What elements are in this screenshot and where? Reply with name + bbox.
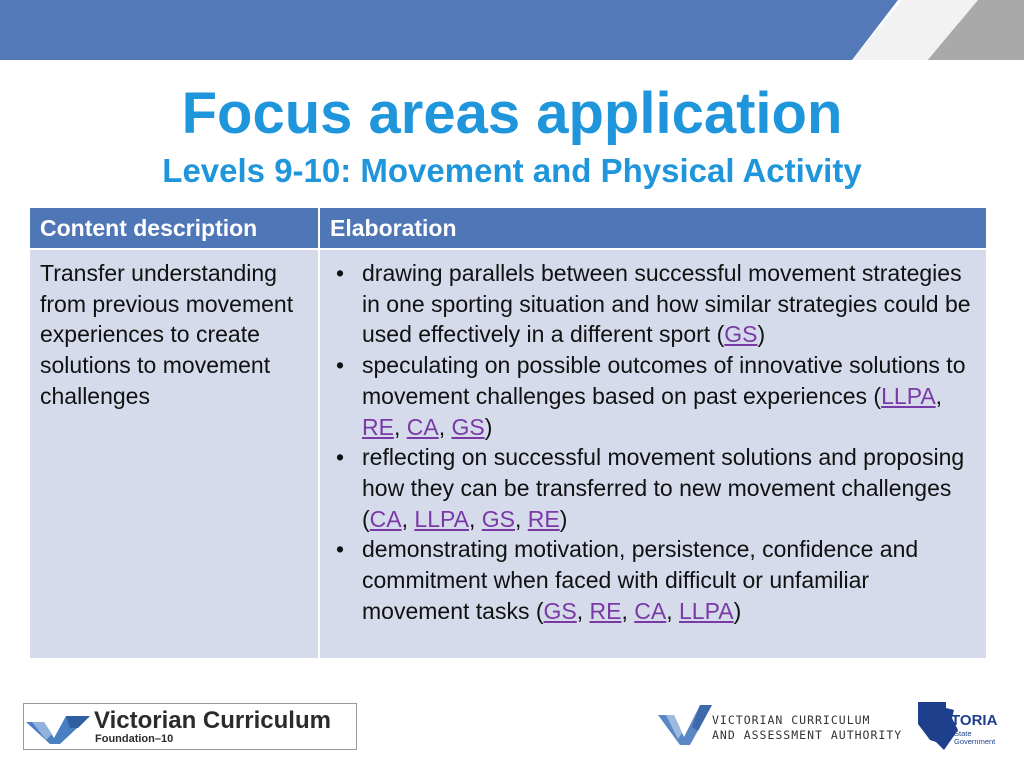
page-title: Focus areas application bbox=[181, 81, 843, 146]
list-item: • drawing parallels between successful movement strategies in one sporting situation and how similar strategies could be used effectively in a different sport (GS) bbox=[330, 258, 976, 350]
elaboration-text: speculating on possible outcomes of innovative solutions to movement challenges based on past experiences bbox=[362, 352, 966, 409]
checkmark-logo-icon bbox=[26, 708, 90, 744]
tag-link-gs[interactable]: GS bbox=[451, 413, 485, 440]
header-elaboration: Elaboration bbox=[319, 207, 987, 249]
bullet-icon: • bbox=[335, 444, 345, 471]
victoria-wordmark: VICTORIA bbox=[926, 712, 998, 729]
bullet-icon: • bbox=[335, 352, 345, 379]
list-item: • reflecting on successful movement solutions and proposing how they can be transferred to new movement challenges (CA, LLPA, GS, RE) bbox=[330, 442, 976, 534]
vcaa-logo-text bbox=[712, 713, 902, 743]
vc-logo-sub: Foundation–10 bbox=[95, 733, 174, 745]
tag-link-ca[interactable]: CA bbox=[634, 597, 667, 624]
tag-link-re[interactable]: RE bbox=[527, 505, 560, 532]
victoria-sub-line2: Government bbox=[954, 737, 996, 746]
page-subtitle: Levels 9-10: Movement and Physical Activity bbox=[162, 152, 862, 189]
content-table bbox=[28, 206, 988, 660]
tag-link-llpa[interactable]: LLPA bbox=[414, 505, 469, 532]
tag-link-gs[interactable]: GS bbox=[724, 321, 758, 348]
tag-link-gs[interactable]: GS bbox=[543, 597, 577, 624]
elaboration-text: drawing parallels between successful movement strategies in one sporting situation and how similar strategies could be used effectively in a different sport bbox=[362, 260, 971, 348]
top-band bbox=[0, 0, 1024, 60]
vcaa-check-icon bbox=[658, 703, 712, 747]
tag-link-gs[interactable]: GS bbox=[481, 505, 515, 532]
header-content-description: Content description bbox=[29, 207, 319, 249]
elaboration-list bbox=[330, 258, 976, 626]
vc-logo-name: Victorian Curriculum bbox=[94, 707, 331, 734]
vcaa-logo bbox=[658, 703, 903, 747]
vcaa-line1: VICTORIAN CURRICULUM bbox=[712, 713, 871, 727]
victoria-government-logo bbox=[916, 700, 1006, 750]
list-item: • demonstrating motivation, persistence, confidence and commitment when faced with difficult or unfamiliar movement tasks (GS, RE, CA, LLPA) bbox=[330, 534, 976, 626]
victoria-sub bbox=[954, 730, 995, 746]
elaboration-cell bbox=[319, 249, 987, 659]
tag-link-re[interactable]: RE bbox=[362, 413, 394, 440]
vcaa-line2: AND ASSESSMENT AUTHORITY bbox=[712, 728, 903, 742]
tag-link-llpa[interactable]: LLPA bbox=[679, 597, 734, 624]
tag-link-llpa[interactable]: LLPA bbox=[881, 382, 936, 409]
list-item: • speculating on possible outcomes of innovative solutions to movement challenges based on past experiences (LLPA, RE, CA, GS) bbox=[330, 350, 976, 442]
tag-link-ca[interactable]: CA bbox=[406, 413, 439, 440]
tag-link-ca[interactable]: CA bbox=[369, 505, 402, 532]
elaboration-text: demonstrating motivation, persistence, confidence and commitment when faced with difficult or unfamiliar movement tasks bbox=[362, 536, 919, 624]
content-description-cell: Transfer understanding from previous movement experiences to create solutions to movement challenges bbox=[29, 249, 319, 659]
bullet-icon: • bbox=[335, 260, 345, 286]
victoria-sub-line1: State bbox=[954, 729, 972, 738]
bullet-icon: • bbox=[335, 536, 345, 563]
table-header-row bbox=[29, 207, 987, 249]
table-row bbox=[29, 249, 987, 659]
victorian-curriculum-logo bbox=[23, 703, 357, 750]
elaboration-text: reflecting on successful movement solutions and proposing how they can be transferred to new movement challenges bbox=[362, 444, 965, 501]
header-banner-graphic bbox=[0, 0, 1024, 60]
tag-link-re[interactable]: RE bbox=[589, 597, 622, 624]
